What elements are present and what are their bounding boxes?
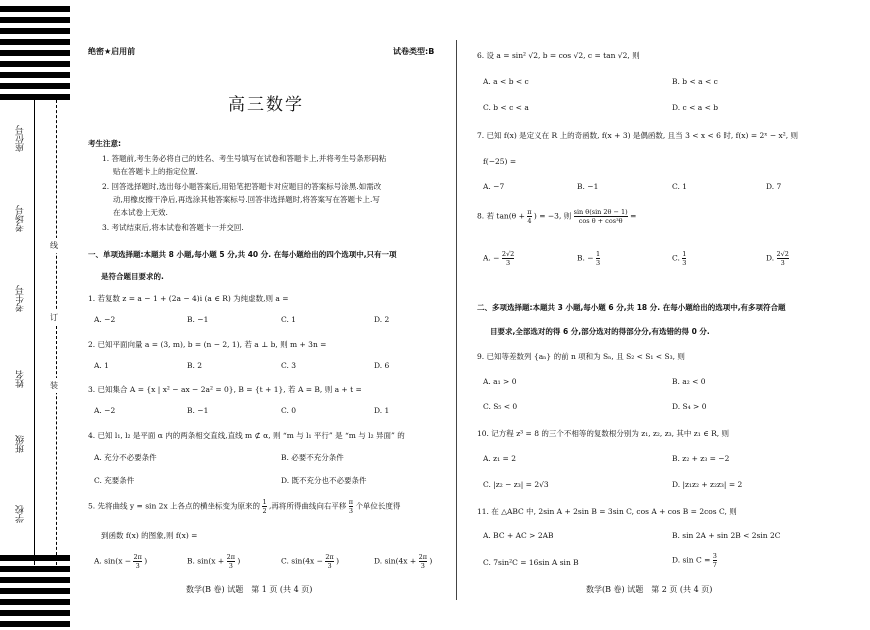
question-5-option-d: D. sin(4x + $\frac{2\pi}{3}$ ) bbox=[374, 553, 433, 570]
question-7-option-b: B. −1 bbox=[577, 182, 599, 191]
question-10-option-a: A. z₁ = 2 bbox=[483, 454, 516, 463]
question-4-option-c: C. 充要条件 bbox=[94, 476, 135, 485]
question-1-option-a: A. −2 bbox=[94, 315, 116, 324]
section-two-heading: 二、多项选择题:本题共 3 小题,每小题 6 分,共 18 分. 在每小题给出的选项中,有多项符合题 bbox=[477, 303, 786, 312]
question-8-option-a: A. − $\frac{2√2}{3}$ bbox=[483, 250, 515, 267]
binding-stripe bbox=[0, 50, 70, 56]
question-8-option-d: D. $\frac{2√2}{3}$ bbox=[766, 250, 789, 267]
binding-stripe bbox=[0, 621, 70, 627]
question-5-stem-part: 5. 先将曲线 y = sin 2x 上各点的横坐标变为原来的 bbox=[88, 501, 261, 511]
question-1-option-c: C. 1 bbox=[281, 315, 297, 324]
question-8-option-c: C. $\frac{1}{3}$ bbox=[672, 250, 687, 267]
question-1-option-b: B. −1 bbox=[187, 315, 209, 324]
question-9-option-a: A. a₁ > 0 bbox=[483, 377, 517, 386]
binding-stripe bbox=[0, 83, 70, 89]
field-name: 姓名 bbox=[16, 370, 26, 388]
question-5-stem-part: 个单位长度得 bbox=[355, 501, 401, 511]
question-2-option-a: A. 1 bbox=[94, 361, 109, 370]
question-11-stem: 11. 在 △ABC 中, 2sin A + 2sin B = 3sin C, cos A + cos B = 2cos C, 则 bbox=[477, 507, 737, 516]
question-10-option-b: B. z₂ + z₃ = −2 bbox=[672, 454, 730, 463]
notice-heading: 考生注意: bbox=[88, 139, 121, 148]
question-2-option-b: B. 2 bbox=[187, 361, 203, 370]
binding-stripe bbox=[0, 599, 70, 605]
question-3-option-a: A. −2 bbox=[94, 406, 116, 415]
question-7-option-a: A. −7 bbox=[483, 182, 505, 191]
question-6-option-d: D. c < a < b bbox=[672, 103, 719, 112]
binding-stripe bbox=[0, 28, 70, 34]
notice-line: 动,用橡皮擦干净后,再选涂其他答案标号.回答非选择题时,将答案写在答题卡上.写 bbox=[113, 195, 380, 204]
binding-stripe bbox=[0, 61, 70, 67]
question-2-option-c: C. 3 bbox=[281, 361, 297, 370]
paper-type: 试卷类型:B bbox=[393, 47, 435, 56]
question-2-stem: 2. 已知平面向量 a = (3, m), b = (n − 2, 1), 若 a ⊥ b, 则 m + 3n = bbox=[88, 340, 327, 349]
question-8-option-b: B. − $\frac{1}{3}$ bbox=[577, 250, 601, 267]
question-3-option-b: B. −1 bbox=[187, 406, 209, 415]
question-4-option-d: D. 既不充分也不必要条件 bbox=[281, 476, 367, 485]
question-9-stem: 9. 已知等差数列 {aₙ} 的前 n 项和为 Sₙ, 且 S₂ < S₁ < S₃, 则 bbox=[477, 352, 685, 361]
question-10-option-c: C. |z₂ − z₃| = 2√3 bbox=[483, 480, 549, 489]
question-6-stem: 6. 设 a = sin² √2, b = cos √2, c = tan √2, 则 bbox=[477, 51, 640, 60]
binding-mark-bind: 装 bbox=[50, 378, 58, 393]
binding-stripe bbox=[0, 566, 70, 572]
question-10-option-d: D. |z₁z₂ + z₂z₃| = 2 bbox=[672, 480, 743, 489]
binding-strip bbox=[0, 0, 70, 630]
binding-stripe bbox=[0, 555, 70, 561]
question-5-option-c: C. sin(4x − $\frac{2\pi}{3}$ ) bbox=[281, 553, 340, 570]
section-one-heading-cont: 是符合题目要求的. bbox=[101, 272, 164, 281]
question-11-option-d: D. sin C = $\frac{3}{7}$ bbox=[672, 552, 717, 569]
field-school: 学校 bbox=[16, 505, 26, 523]
binding-stripe bbox=[0, 610, 70, 616]
question-11-option-b: B. sin 2A + sin 2B < 2sin 2C bbox=[672, 531, 781, 540]
question-4-option-b: B. 必要不充分条件 bbox=[281, 453, 344, 462]
binding-stripe bbox=[0, 17, 70, 23]
question-4-stem: 4. 已知 l₁, l₂ 是平面 α 内的两条相交直线,直线 m ⊄ α, 则 “m 与 l₁ 平行” 是 “m 与 l₂ 异面” 的 bbox=[88, 431, 405, 440]
secret-label: 绝密★启用前 bbox=[88, 47, 136, 56]
question-11-option-c: C. 7sin²C = 16sin A sin B bbox=[483, 558, 579, 567]
question-5-stem-part: ,再将所得曲线向右平移 bbox=[268, 501, 347, 511]
notice-line: 3. 考试结束后,将本试卷和答题卡一并交回. bbox=[102, 223, 244, 232]
question-9-option-d: D. S₄ > 0 bbox=[672, 402, 707, 411]
question-10-stem: 10. 记方程 z³ = 8 的三个不相等的复数根分别为 z₁, z₂, z₃, 其中 z₁ ∈ R, 则 bbox=[477, 429, 729, 438]
question-6-option-b: B. b < a < c bbox=[672, 77, 718, 86]
section-two-heading-cont: 目要求,全部选对的得 6 分,部分选对的得部分分,有选错的得 0 分. bbox=[490, 327, 710, 336]
question-3-option-d: D. 1 bbox=[374, 406, 390, 415]
binding-line bbox=[34, 95, 35, 565]
question-9-option-b: B. a₂ < 0 bbox=[672, 377, 706, 386]
field-exam-room: 考场号 bbox=[16, 205, 26, 232]
field-candidate-number: 考生号 bbox=[16, 285, 26, 312]
field-seat-number: 座位号 bbox=[16, 125, 26, 152]
question-2-option-d: D. 6 bbox=[374, 361, 390, 370]
question-7-stem: 7. 已知 f(x) 是定义在 R 上的奇函数, f(x + 3) 是偶函数, 且当 3 < x < 6 时, f(x) = 2ˣ − x², 则 bbox=[477, 131, 799, 140]
question-5-stem bbox=[88, 498, 400, 515]
binding-mark-line: 线 bbox=[50, 238, 58, 253]
binding-stripe bbox=[0, 39, 70, 45]
footer-page-2: 数学(B 卷) 试题 第 2 页 (共 4 页) bbox=[586, 585, 713, 594]
field-class: 班级 bbox=[16, 435, 26, 453]
notice-line: 在本试卷上无效. bbox=[113, 208, 168, 217]
section-one-heading: 一、单项选择题:本题共 8 小题,每小题 5 分,共 40 分. 在每小题给出的四个选项中,只有一项 bbox=[88, 250, 397, 259]
question-5-stem-cont: 到函数 f(x) 的图象,则 f(x) = bbox=[101, 531, 198, 540]
binding-stripe bbox=[0, 72, 70, 78]
question-6-option-a: A. a < b < c bbox=[483, 77, 529, 86]
question-5-option-a: A. sin(x − $\frac{2\pi}{3}$ ) bbox=[94, 553, 148, 570]
question-3-stem: 3. 已知集合 A = {x | x² − ax − 2a² = 0}, B = {t + 1}, 若 A = B, 则 a + t = bbox=[88, 385, 362, 394]
question-7-option-c: C. 1 bbox=[672, 182, 688, 191]
notice-line: 贴在答题卡上的指定位置. bbox=[113, 167, 198, 176]
question-5-option-b: B. sin(x + $\frac{2\pi}{3}$ ) bbox=[187, 553, 241, 570]
question-1-stem: 1. 若复数 z = a − 1 + (2a − 4)i (a ∈ R) 为纯虚数,则 a = bbox=[88, 294, 289, 303]
question-3-option-c: C. 0 bbox=[281, 406, 297, 415]
question-8-stem: 8. 若 tan(θ + $\frac{\pi}{4}$ ) = −3, 则 $\frac{\text{sin θ(sin 2θ − 1)}}{\text{cos θ + cos³θ}}$ = bbox=[477, 208, 637, 225]
question-6-option-c: C. b < c < a bbox=[483, 103, 529, 112]
binding-stripe bbox=[0, 588, 70, 594]
question-7-option-d: D. 7 bbox=[766, 182, 782, 191]
page-title: 高三数学 bbox=[228, 95, 304, 115]
page-divider bbox=[456, 40, 457, 600]
fraction: $\frac{\pi}{3}$ bbox=[348, 498, 354, 515]
question-7-stem-cont: f(−25) = bbox=[483, 157, 517, 166]
question-9-option-c: C. S₅ < 0 bbox=[483, 402, 518, 411]
notice-line: 2. 回答选择题时,选出每小题答案后,用铅笔把答题卡对应题目的答案标号涂黑.如需改 bbox=[102, 182, 382, 191]
notice-line: 1. 答题前,考生务必将自己的姓名、考生号填写在试卷和答题卡上,并将考生号条形码粘 bbox=[102, 154, 387, 163]
fraction: $\frac{1}{2}$ bbox=[262, 498, 267, 515]
question-1-option-d: D. 2 bbox=[374, 315, 390, 324]
binding-dashed-line bbox=[56, 95, 57, 565]
binding-stripe bbox=[0, 6, 70, 12]
question-11-option-a: A. BC + AC > 2AB bbox=[483, 531, 554, 540]
binding-mark-order: 订 bbox=[50, 310, 58, 325]
question-4-option-a: A. 充分不必要条件 bbox=[94, 453, 157, 462]
footer-page-1: 数学(B 卷) 试题 第 1 页 (共 4 页) bbox=[186, 585, 313, 594]
binding-stripe bbox=[0, 577, 70, 583]
binding-stripe bbox=[0, 94, 70, 100]
